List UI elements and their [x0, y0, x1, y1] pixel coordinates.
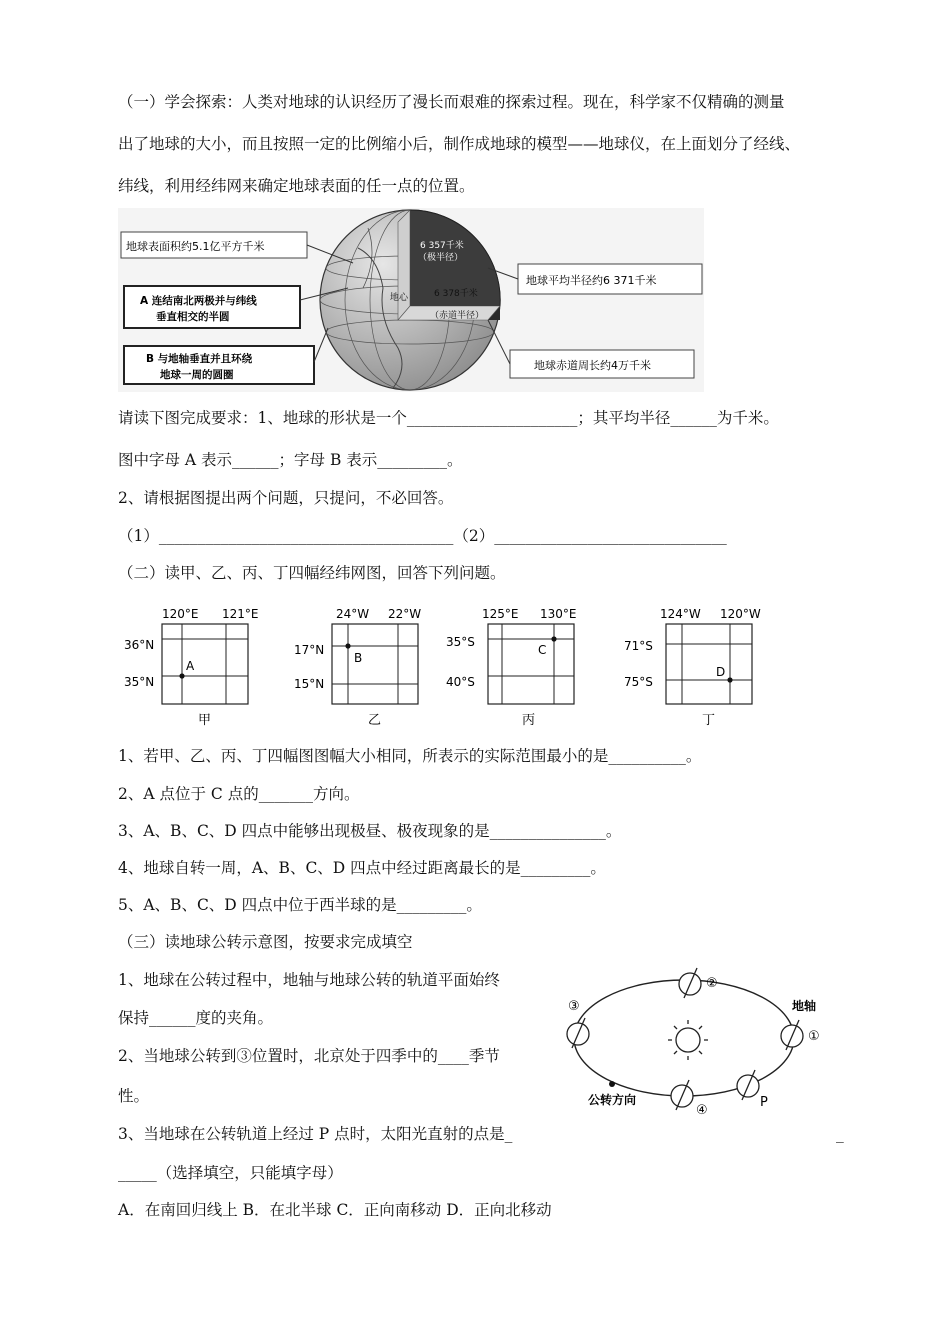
- orbit-figure: [560, 960, 828, 1120]
- globe-sphere: [320, 210, 500, 390]
- position-4-label: ④: [696, 1103, 708, 1118]
- equatorial-radius-value: 6 378千米: [434, 289, 478, 299]
- label-a-line2: 垂直相交的半圆: [156, 311, 230, 323]
- earth-position-1-icon: [781, 1020, 803, 1050]
- grid-bing-lon-left: 125°E: [482, 607, 519, 621]
- label-mean-radius-box: [488, 264, 702, 294]
- grid-yi-lon-left: 24°W: [336, 607, 370, 621]
- earth-position-3-icon: [567, 1018, 589, 1048]
- question-1-line-2: 图中字母 A 表示______；字母 B 表示_________。: [118, 451, 463, 469]
- point-d-label: D: [716, 665, 726, 679]
- grid-bing-lon-right: 130°E: [540, 607, 577, 621]
- axis-label: 地轴: [792, 999, 817, 1013]
- section-2-question-1: 1、若甲、乙、丙、丁四幅图图幅大小相同，所表示的实际范围最小的是__________。: [118, 747, 702, 765]
- earth-position-2-icon: [679, 968, 701, 998]
- grid-ding-lon-right: 120°W: [720, 607, 761, 621]
- label-equator-length-text: 地球赤道周长约4万千米: [534, 359, 651, 372]
- grid-bing-lat-bottom: 40°S: [446, 675, 475, 689]
- label-a-line1: A 连结南北两极并与纬线: [140, 295, 257, 307]
- grid-ding-lat-bottom: 75°S: [624, 675, 653, 689]
- globe-figure: [118, 208, 704, 392]
- direction-label: 公转方向: [588, 1093, 637, 1107]
- question-2-blanks: （1）______________________________________（2）______________________________: [118, 527, 727, 545]
- earth-position-p-icon: [737, 1070, 759, 1100]
- label-b-line2: 地球一周的圆圈: [160, 369, 234, 381]
- grid-yi-lon-right: 22°W: [388, 607, 422, 621]
- position-p-label: P: [760, 1095, 768, 1110]
- section-3-question-3-line-2: _____（选择填空，只能填字母）: [118, 1164, 343, 1182]
- section-3-question-1-line-2: 保持______度的夹角。: [118, 1009, 274, 1027]
- lat-lon-grids: [118, 598, 788, 726]
- section-2-question-3: 3、A、B、C、D 四点中能够出现极昼、极夜现象的是_______________。: [118, 822, 622, 840]
- point-a-label: A: [186, 659, 195, 673]
- intro-line-1: （一）学会探索：人类对地球的认识经历了漫长而艰难的探索过程。现在，科学家不仅精确的测量: [118, 93, 785, 111]
- grid-ding-lat-top: 71°S: [624, 639, 653, 653]
- grid-jia-lat-top: 36°N: [124, 638, 155, 652]
- label-mean-radius-text: 地球平均半径约6 371千米: [526, 274, 657, 287]
- earth-position-4-icon: [671, 1080, 693, 1110]
- equatorial-radius-name: （赤道半径）: [430, 311, 485, 321]
- grid-yi-lat-bottom: 15°N: [294, 677, 325, 691]
- section-3-question-2-line-1: 2、当地球公转到③位置时，北京处于四季中的____季节: [118, 1047, 500, 1065]
- section-2-question-4: 4、地球自转一周，A、B、C、D 四点中经过距离最长的是_________。: [118, 859, 606, 877]
- grid-jia-lat-bottom: 35°N: [124, 675, 155, 689]
- grid-ding-name: 丁: [702, 713, 716, 726]
- orbit-direction-marker: [609, 1081, 615, 1087]
- grid-ding-lon-left: 124°W: [660, 607, 701, 621]
- label-area-text: 地球表面积约5.1亿平方千米: [126, 240, 265, 253]
- point-b-label: B: [354, 651, 363, 665]
- section-2-question-2: 2、A 点位于 C 点的_______方向。: [118, 785, 360, 803]
- intro-line-3: 纬线，利用经纬网来确定地球表面的任一点的位置。: [118, 177, 475, 195]
- section-3-heading: （三）读地球公转示意图，按要求完成填空: [118, 933, 413, 951]
- grid-ding: [624, 607, 761, 726]
- grid-bing: [446, 607, 577, 726]
- polar-radius-name: （极半径）: [418, 253, 464, 263]
- polar-radius-value: 6 357千米: [420, 241, 464, 251]
- label-b-line1: B 与地轴垂直并且环绕: [146, 353, 253, 365]
- center-label: 地心: [390, 293, 409, 303]
- section-3-question-2-line-2: 性。: [118, 1087, 150, 1105]
- section-3-question-1-line-1: 1、地球在公转过程中，地轴与地球公转的轨道平面始终: [118, 971, 500, 989]
- grid-yi-name: 乙: [368, 713, 382, 726]
- grid-bing-lat-top: 35°S: [446, 635, 475, 649]
- section-3-options: A．在南回归线上 B．在北半球 C．正向南移动 D．正向北移动: [118, 1201, 552, 1219]
- grid-jia: [124, 607, 259, 726]
- sun-icon: [668, 1020, 708, 1060]
- grid-yi-lat-top: 17°N: [294, 643, 325, 657]
- grid-jia-lon-right: 121°E: [222, 607, 259, 621]
- grid-jia-lon-left: 120°E: [162, 607, 199, 621]
- section-3-question-3-blank-tail: _: [836, 1125, 844, 1143]
- grid-jia-name: 甲: [198, 713, 212, 726]
- question-2: 2、请根据图提出两个问题，只提问，不必回答。: [118, 489, 454, 507]
- point-c-label: C: [538, 643, 547, 657]
- grid-bing-name: 丙: [522, 713, 536, 726]
- section-2-heading: （二）读甲、乙、丙、丁四幅经纬网图，回答下列问题。: [118, 564, 506, 582]
- intro-line-2: 出了地球的大小，而且按照一定的比例缩小后，制作成地球的模型——地球仪，在上面划分了经线、: [118, 135, 801, 153]
- question-1-line-1: 请读下图完成要求：1、地球的形状是一个______________________；其平均半径______为千米。: [118, 409, 779, 427]
- position-2-label: ②: [706, 976, 718, 991]
- position-1-label: ①: [808, 1029, 820, 1044]
- position-3-label: ③: [568, 999, 580, 1014]
- section-2-question-5: 5、A、B、C、D 四点中位于西半球的是_________。: [118, 896, 482, 914]
- section-3-question-3-line-1: 3、当地球在公转轨道上经过 P 点时，太阳光直射的点是_: [118, 1125, 513, 1143]
- grid-yi: [294, 607, 421, 726]
